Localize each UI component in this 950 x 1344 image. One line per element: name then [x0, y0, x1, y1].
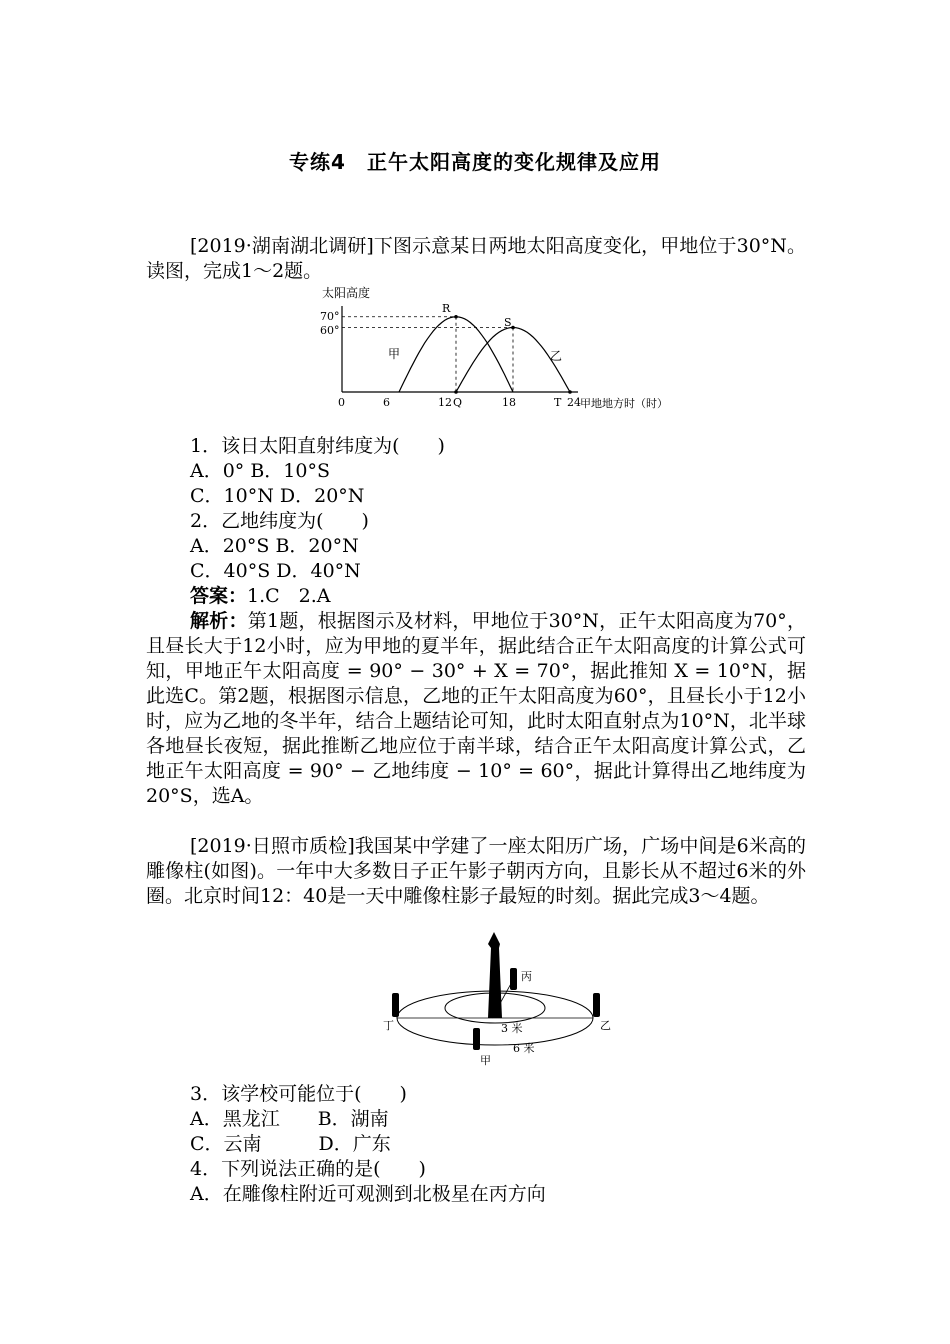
question-2-options-ab: A．20°S B．20°N: [190, 535, 359, 557]
marker-ding: [392, 993, 399, 1017]
question-3-options-cd: C．云南 D．广东: [190, 1133, 391, 1155]
point-r: [454, 315, 458, 319]
curve-label-jia: 甲: [388, 347, 401, 361]
plaza-figure: [380, 928, 630, 1070]
x-tick-24: 24: [567, 396, 581, 409]
question-3-stem: 3．该学校可能位于( ): [190, 1083, 407, 1105]
x-axis-label: 甲地地方时（时）: [580, 397, 668, 410]
x-tick-6: 6: [383, 396, 390, 409]
analysis-paragraph: [146, 609, 806, 809]
curve-label-yi: 乙: [550, 349, 563, 363]
x-tick-12: 12: [438, 396, 452, 409]
label-3m: 3 米: [501, 1022, 523, 1035]
statue-column: [488, 932, 502, 1018]
answer-text: 1.C 2.A: [247, 585, 331, 607]
answer-label: 答案：: [190, 585, 248, 607]
label-ding: 丁: [383, 1019, 394, 1032]
y-tick-70: 70°: [320, 310, 340, 323]
analysis-label: 解析：: [190, 610, 248, 632]
label-jia: 甲: [480, 1054, 491, 1067]
analysis-text: 第1题，根据图示及材料，甲地位于30°N，正午太阳高度为70°，且昼长大于12小时，应为甲地的夏半年，据此结合正午太阳高度的计算公式可知，甲地正午太阳高度 = 90° − 30° + X = 70°，据此推知 X = 10°N，据此选C。第2题，根据图示信息，乙地的正午太阳高度为60°，且昼长小于12小时，应为乙地的冬半年，结合上题结论可知，此时太阳直射点为10°N，北半球各地昼长夜短，据此推断乙地应位于南半球，结合正午太阳高度计算公式，乙地正午太阳高度 = 90° − 乙地纬度 − 10° = 60°，据此计算得出乙地纬度为20°S，选A。: [146, 610, 806, 807]
label-bing: 丙: [521, 970, 532, 983]
point-label-t: T: [554, 396, 562, 409]
x-tick-0: 0: [338, 396, 345, 409]
y-axis-label: 太阳高度: [322, 286, 371, 300]
point-q: [454, 390, 458, 394]
x-tick-18: 18: [502, 396, 516, 409]
question-1-options-cd: C．10°N D．20°N: [190, 485, 365, 507]
marker-bing: [510, 968, 517, 990]
intro-paragraph-1: [2019·湖南湖北调研]下图示意某日两地太阳高度变化，甲地位于30°N。读图，完成1～2题。: [146, 235, 806, 282]
point-t: [568, 390, 572, 394]
label-yi: 乙: [600, 1019, 611, 1032]
point-label-q: Q: [453, 396, 463, 409]
question-3-options-ab: A．黑龙江 B．湖南: [190, 1108, 389, 1130]
point-s: [511, 326, 515, 330]
marker-yi: [593, 993, 600, 1017]
question-4-option-a: A．在雕像柱附近可观测到北极星在丙方向: [190, 1183, 546, 1205]
question-2-options-cd: C．40°S D．40°N: [190, 560, 361, 582]
point-label-s: S: [504, 316, 512, 329]
point-label-r: R: [442, 302, 451, 315]
question-4-stem: 4．下列说法正确的是( ): [190, 1158, 426, 1180]
label-6m: 6 米: [513, 1042, 535, 1055]
marker-jia: [473, 1028, 480, 1050]
question-1-options-ab: A．0° B．10°S: [190, 460, 331, 482]
y-tick-60: 60°: [320, 324, 340, 337]
question-2-stem: 2．乙地纬度为( ): [190, 510, 369, 532]
answer-line: [146, 584, 331, 609]
solar-altitude-chart: [316, 282, 696, 414]
intro-paragraph-2: [2019·日照市质检]我国某中学建了一座太阳历广场，广场中间是6米高的雕像柱(如图)。一年中大多数日子正午影子朝丙方向，且影长从不超过6米的外圈。北京时间12：40是一天中雕像柱影子最短的时刻。据此完成3～4题。: [146, 835, 806, 907]
page-title: 专练4 正午太阳高度的变化规律及应用: [289, 150, 661, 174]
question-1-stem: 1．该日太阳直射纬度为( ): [190, 435, 445, 457]
